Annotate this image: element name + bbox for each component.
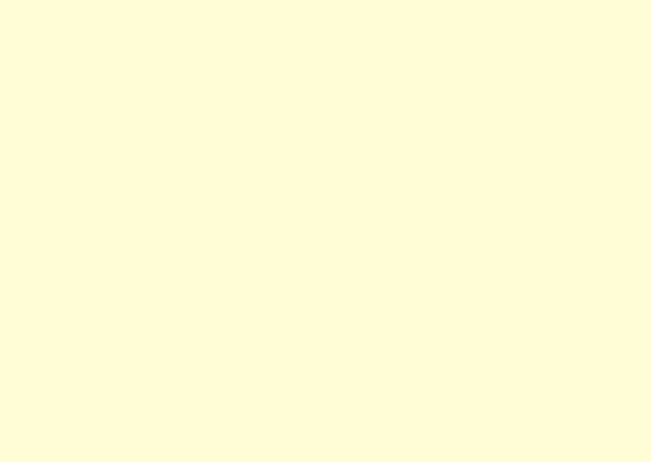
footnote-b bbox=[0, 443, 651, 461]
sub-header-male bbox=[333, 76, 395, 93]
page-title bbox=[0, 0, 651, 32]
sub-header-female bbox=[546, 76, 651, 93]
comparison-value bbox=[214, 93, 272, 129]
comparison-label bbox=[0, 93, 214, 129]
table-footer-row bbox=[0, 93, 651, 129]
footnotes bbox=[0, 425, 651, 461]
comparison-value bbox=[333, 93, 395, 129]
category-header-widowhood bbox=[457, 59, 651, 76]
data-table bbox=[0, 41, 651, 129]
comparison-value bbox=[395, 93, 457, 129]
comparison-value bbox=[272, 93, 333, 129]
period-header bbox=[0, 41, 214, 93]
footnote-a bbox=[0, 425, 651, 443]
sub-header-female bbox=[395, 76, 457, 93]
category-header-divorce bbox=[333, 59, 457, 76]
sub-header-female bbox=[272, 76, 333, 93]
group-header bbox=[214, 41, 651, 59]
sub-header-male bbox=[214, 76, 272, 93]
category-header-marriage bbox=[214, 59, 333, 76]
table-header bbox=[0, 41, 651, 93]
sub-header-male bbox=[457, 76, 546, 93]
comparison-value bbox=[457, 93, 546, 129]
comparison-value bbox=[546, 93, 651, 129]
